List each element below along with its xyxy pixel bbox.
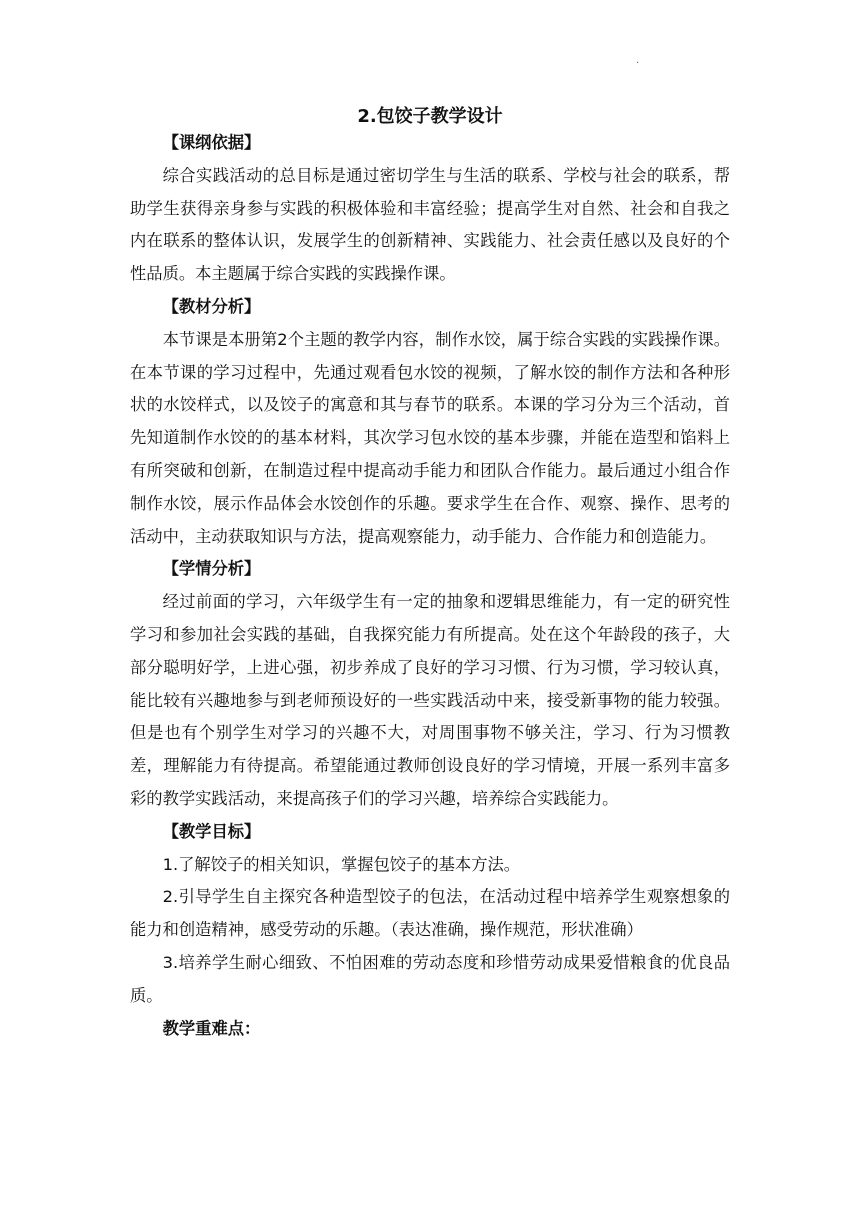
section-heading-textbook: 【教材分析】 [162,296,261,316]
section-heading-curriculum: 【课纲依据】 [162,133,261,152]
goal-item-3: 3.培养学生耐心细致、不怕困难的劳动态度和珍惜劳动成果爱惜粮食的优良品质。 [130,952,730,1005]
section-heading-key-points: 教学重难点： [162,1018,261,1038]
header-mark: · [636,58,640,69]
goal-item-1: 1.了解饺子的相关知识，掌握包饺子的基本方法。 [162,854,521,874]
section-heading-goals: 【教学目标】 [162,821,261,841]
goal-item-2: 2.引导学生自主探究各种造型饺子的包法，在活动过程中培养学生观察想象的能力和创造精神，感受劳动的乐趣。（表达准确，操作规范，形状准确） [130,887,730,940]
paragraph-curriculum: 综合实践活动的总目标是通过密切学生与生活的联系、学校与社会的联系，帮助学生获得亲身参与实践的积极体验和丰富经验；提高学生对自然、社会和自我之内在联系的整体认识，发展学生的创新精神、实践能力、社会责任感以及良好的个性品质。本主题属于综合实践的实践操作课。 [130,165,730,284]
section-heading-students: 【学情分析】 [162,559,261,579]
document-title: 2.包饺子教学设计 [357,106,503,127]
paragraph-students: 经过前面的学习，六年级学生有一定的抽象和逻辑思维能力，有一定的研究性学习和参加社会实践的基础，自我探究能力有所提高。处在这个年龄段的孩子，大部分聪明好学，上进心强，初步养成了良好的学习习惯、行为习惯，学习较认真，能比较有兴趣地参与到老师预设好的一些实践活动中来，接受新事物的能力较强。但是也有个别学生对学习的兴趣不大，对周围事物不够关注，学习、行为习惯教差，理解能力有待提高。希望能通过教师创设良好的学习情境，开展一系列丰富多彩的教学实践活动，来提高孩子们的学习兴趣，培养综合实践能力。 [130,592,730,808]
document-body [130,127,730,1045]
paragraph-textbook: 本节课是本册第2个主题的教学内容，制作水饺，属于综合实践的实践操作课。在本节课的学习过程中，先通过观看包水饺的视频，了解水饺的制作方法和各种形状的水饺样式，以及饺子的寓意和其与春节的联系。本课的学习分为三个活动，首先知道制作水饺的的基本材料，其次学习包水饺的基本步骤，并能在造型和馅料上有所突破和创新，在制造过程中提高动手能力和团队合作能力。最后通过小组合作制作水饺，展示作品体会水饺创作的乐趣。要求学生在合作、观察、操作、思考的活动中，主动获取知识与方法，提高观察能力，动手能力、合作能力和创造能力。 [130,329,730,546]
